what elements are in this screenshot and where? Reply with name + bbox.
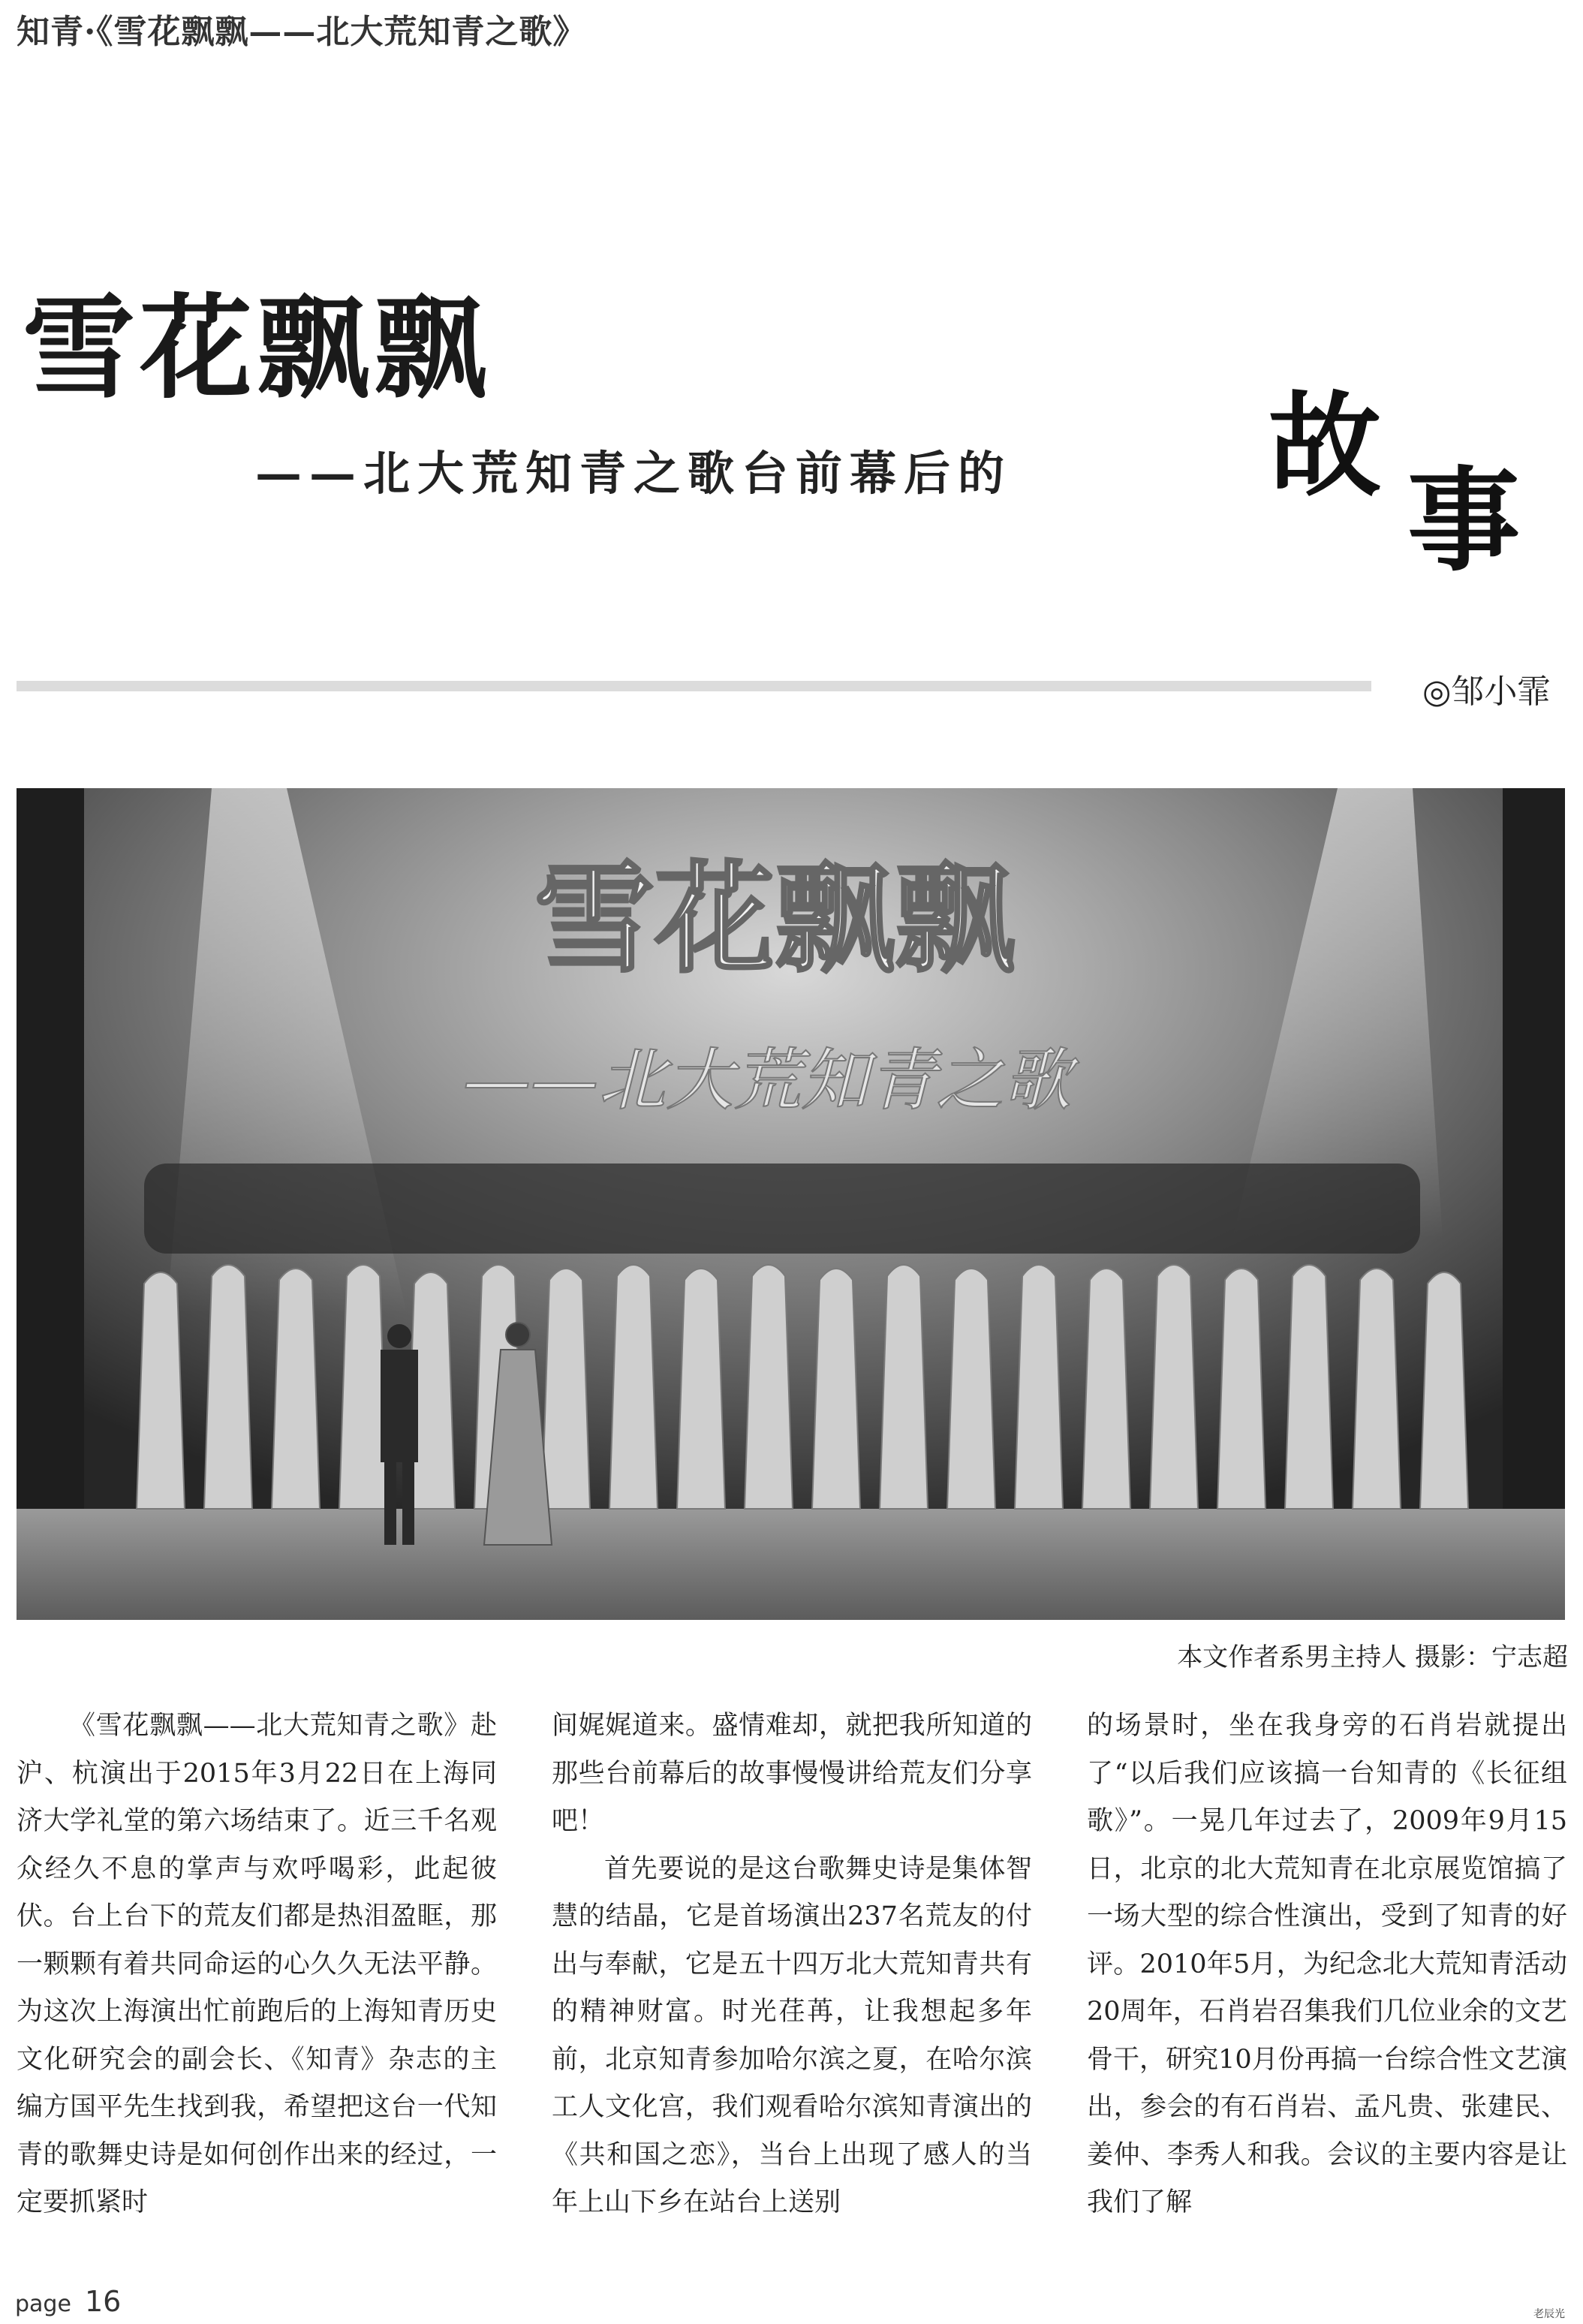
stage-banner-subtitle: ——北大荒知青之歌 (463, 1041, 1071, 1120)
article-title-big-char-2: 事 (1407, 456, 1521, 587)
page-number: 16 (84, 2285, 122, 2318)
article-title: 雪花飘飘 (23, 284, 492, 414)
article-title-big-char-1: 故 (1269, 381, 1382, 512)
body-column-1 (17, 1702, 497, 2227)
page-label: page (15, 2291, 71, 2317)
photo-caption: 本文作者系男主持人 摄影：宁志超 (1177, 1642, 1568, 1672)
paragraph: 《雪花飘飘——北大荒知青之歌》赴沪、杭演出于2015年3月22日在上海同济大学礼堂的第六场结束了。近三千名观众经久不息的掌声与欢呼喝彩，此起彼伏。台上台下的荒友们都是热泪盈眶，那一颗颗有着共同命运的心久久无法平静。为这次上海演出忙前跑后的上海知青历史文化研究会的副会长、《知青》杂志的主编方国平先生找到我，希望把这台一代知青的歌舞史诗是如何创作出来的经过，一定要抓紧时 (17, 1711, 497, 2217)
paragraph: 间娓娓道来。盛情难却，就把我所知道的那些台前幕后的故事慢慢讲给荒友们分享吧！ (552, 1711, 1032, 1836)
magazine-name: 老辰光 (1533, 2308, 1565, 2320)
article-subtitle: ——北大荒知青之歌台前幕后的 (255, 446, 1013, 501)
paragraph: 首先要说的是这台歌舞史诗是集体智慧的结晶，它是首场演出237名荒友的付出与奉献，它是五十四万北大荒知青共有的精神财富。时光荏苒，让我想起多年前，北京知青参加哈尔滨之夏，在哈尔滨工人文化宫，我们观看哈尔滨知青演出的《共和国之恋》，当台上出现了感人的当年上山下乡在站台上送别 (552, 1853, 1032, 2217)
body-column-3 (1087, 1702, 1567, 2227)
paragraph: 的场景时，坐在我身旁的石肖岩就提出了“以后我们应该搞一台知青的《长征组歌》”。一晃几年过去了，2009年9月15日，北京的北大荒知青在北京展览馆搞了一场大型的综合性演出，受到了知青的好评。2010年5月，为纪念北大荒知青活动20周年，石肖岩召集我们几位业余的文艺骨干，研究10月份再搞一台综合性文艺演出，参会的有石肖岩、孟凡贵、张建民、姜仲、李秀人和我。会议的主要内容是让我们了解 (1087, 1711, 1567, 2217)
author-byline: ◎邹小霏 (1422, 673, 1551, 711)
body-column-2 (552, 1702, 1032, 2227)
stage-banner-title: 雪花飘飘 (534, 849, 1016, 989)
running-head: 知青·《雪花飘飘——北大荒知青之歌》 (17, 13, 587, 51)
page-footer (15, 2285, 121, 2318)
title-divider (17, 681, 1371, 691)
stage-photo (17, 788, 1565, 1620)
